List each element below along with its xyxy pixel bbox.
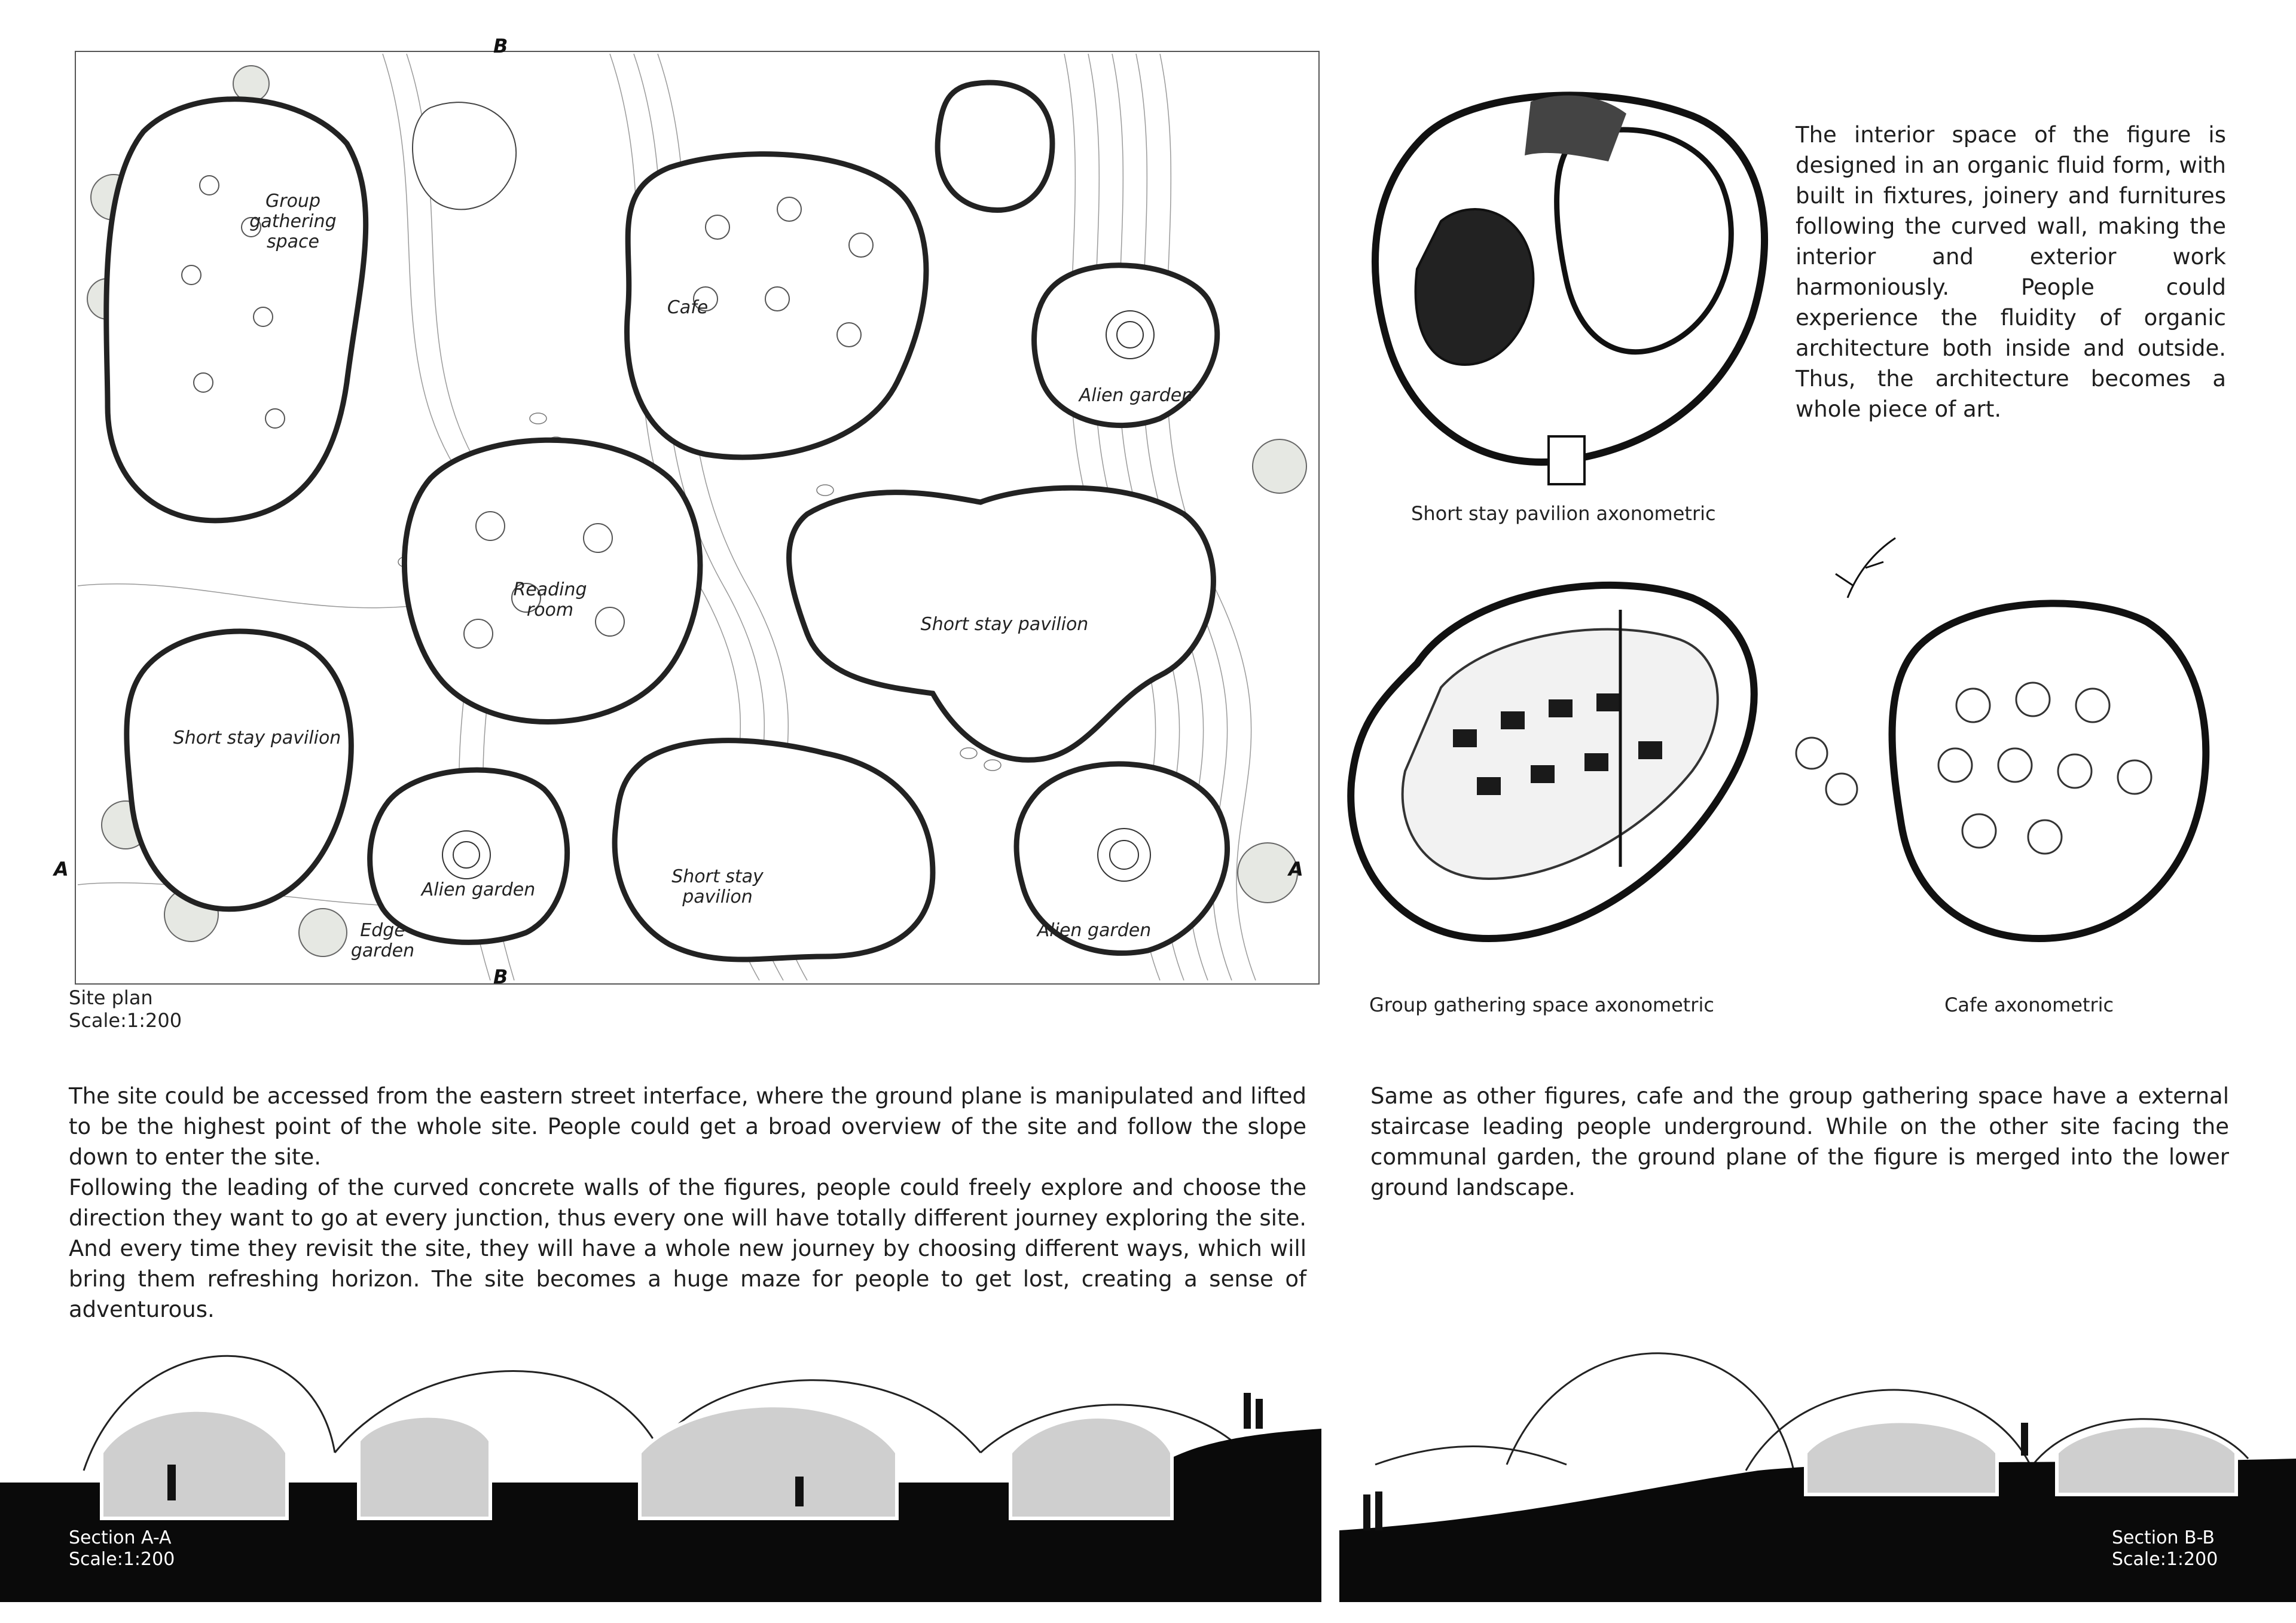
short-stay-axonometric-caption: Short stay pavilion axonometric [1411,502,1716,525]
section-marker-a-left: A [54,858,69,881]
label-edge-garden: Edge garden [350,920,415,961]
body-text-1: The site could be accessed from the eastern street interface, where the ground plane is manipulated and lifted to be the highest point of the whole site. People could get a broad overview of the site and follow the slope down to enter the site. [69,1083,1306,1170]
label-alien-garden-3: Alien garden [1037,920,1152,941]
group-gathering-axonometric-drawing [1333,532,1776,974]
label-short-stay-left: Short stay pavilion [173,728,341,748]
label-alien-garden-1: Alien garden [1079,385,1193,406]
section-a-a-drawing [0,1315,1321,1602]
section-marker-a-right: A [1289,858,1303,881]
section-b-caption-title: Section B-B [2112,1527,2215,1548]
short-stay-axonometric-drawing [1351,66,1788,496]
site-plan-drawing [72,48,1321,986]
group-gathering-axonometric [1333,532,1776,974]
site-plan [54,35,1321,988]
short-stay-axonometric [1351,66,1788,496]
group-gathering-axonometric-caption: Group gathering space axonometric [1369,994,1714,1016]
section-a-caption-scale: Scale:1:200 [69,1549,175,1570]
cafe-axonometric-caption: Cafe axonometric [1944,994,2114,1016]
label-reading-room: Reading room [513,579,587,621]
cafe-axonometric [1776,526,2254,980]
label-short-stay-bottom: Short stay pavilion [671,866,764,907]
body-text-3: Same as other figures, cafe and the group gathering space have a external staircase leading people underground. While on the other site facing the communal garden, the ground plane of the figure is merged into the lower ground landscape. [1370,1083,2229,1200]
section-b-b [1339,1315,2296,1602]
site-plan-caption-title: Site plan [69,986,153,1009]
section-b-caption-scale: Scale:1:200 [2112,1549,2218,1570]
label-short-stay-right: Short stay pavilion [920,614,1089,635]
body-text-2: Following the leading of the curved concrete walls of the figures, people could freely explore and choose the direction they want to go at every junction, thus every one will have totally different journey exploring the site. And every time they revisit the site, they will have a whole new journey by choosing different ways, which will bring them refreshing horizon. The site becomes a huge maze for people to get lost, creating a sense of adventurous. [69,1175,1306,1322]
section-a-a [0,1315,1321,1602]
intro-text: The interior space of the figure is designed in an organic fluid form, with built in fixtures, joinery and furnitures following the curved wall, making the interior and exterior work harmoniously. People could experience the fluidity of organic architecture both inside and outside. Thus, the architecture becomes a whole piece of art. [1796,122,2226,422]
section-marker-b-bottom: B [493,965,508,988]
section-marker-b-top: B [493,35,508,57]
cafe-axonometric-drawing [1776,526,2254,980]
site-plan-caption-scale: Scale:1:200 [69,1009,182,1032]
section-a-caption-title: Section A-A [69,1527,172,1548]
label-cafe: Cafe [667,297,709,318]
label-group-gathering: Group gathering space [249,191,337,252]
label-alien-garden-2: Alien garden [421,879,536,900]
